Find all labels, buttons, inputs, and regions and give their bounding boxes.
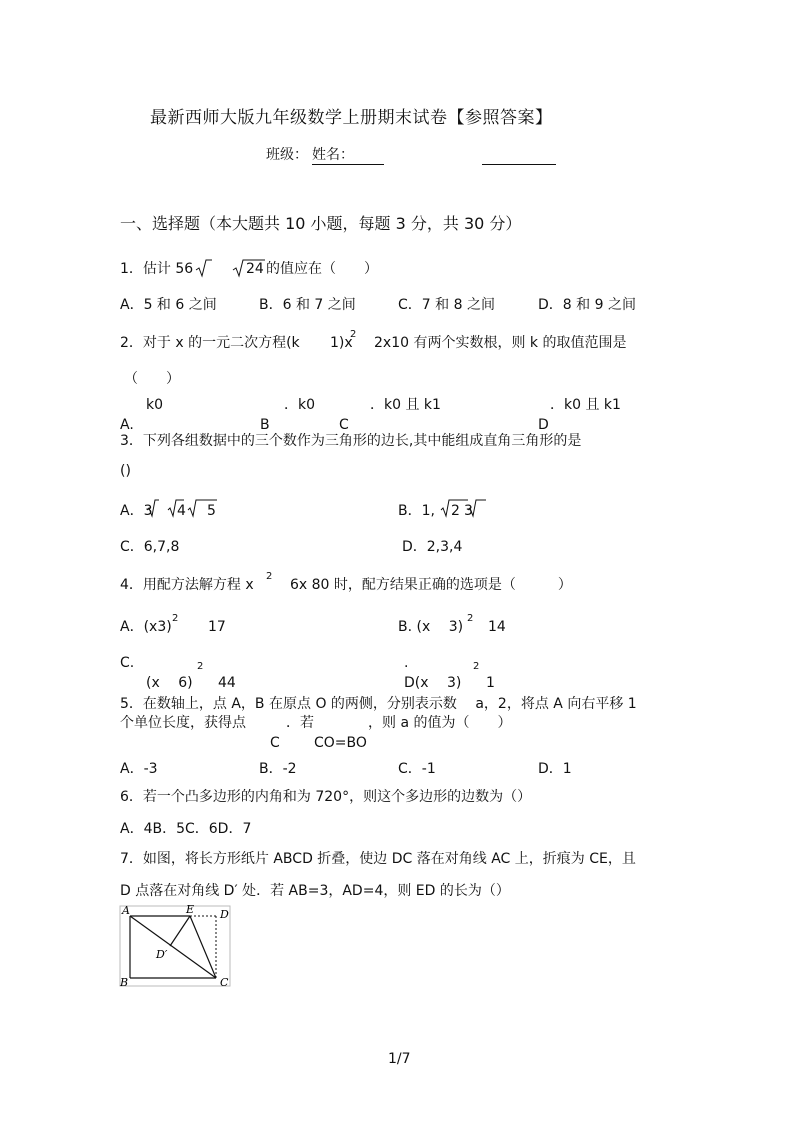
q2-option-a-letter: A.: [120, 417, 134, 433]
q2-option-c-expr: ．k0 且 k1: [370, 397, 441, 413]
rectangle-fold-figure: [118, 904, 238, 988]
q2-option-b-expr: ．k0: [284, 397, 316, 413]
q5-text-line1: 5．在数轴上，点 A，B 在原点 O 的两侧，分别表示数 a，2，将点 A 向右平移 1: [120, 696, 637, 712]
q3-text: 3．下列各组数据中的三个数作为三角形的边长,其中能组成直角三角形的是: [120, 433, 582, 449]
q3-option-b-2: 2: [451, 503, 460, 519]
q2-superscript: 2: [350, 329, 357, 340]
q5-text-line3b: CO=BO: [314, 735, 367, 751]
radical-icon: [146, 498, 160, 518]
q3-option-d: D．2,3,4: [402, 539, 463, 555]
q7-text-line2: D 点落在对角线 D′ 处．若 AB=3，AD=4，则 ED 的长为（）: [120, 883, 510, 899]
class-label: 班级：: [266, 147, 308, 163]
blank-underline: [482, 164, 556, 165]
q5-text-line3a: C: [270, 735, 280, 751]
q3-option-b: B．1,: [398, 503, 435, 519]
q2-text-b: 1)x: [330, 335, 353, 351]
q1-text-c: 的值应在（ ）: [266, 261, 378, 277]
q4-option-c-expr: (x 6): [146, 675, 193, 691]
q4-superscript: 2: [266, 571, 273, 582]
page-number: 1/7: [388, 1051, 411, 1067]
q2-option-a-expr: k0: [146, 397, 164, 413]
q2-option-d-expr: ．k0 且 k1: [550, 397, 621, 413]
q5-text-line2a: 个单位长度，获得点: [120, 715, 246, 731]
label-c: C: [220, 976, 229, 988]
q2-option-c-letter: C: [339, 417, 349, 433]
q1-text-a: 1．估计 56: [120, 261, 194, 277]
q4-option-d-sup: 2: [473, 661, 480, 672]
q5-text-line2b: ．若: [286, 715, 314, 731]
q2-paren: （ ）: [124, 371, 180, 387]
q4-option-d-value: 1: [486, 675, 495, 691]
label-a: A: [122, 904, 130, 917]
q4-option-c-value: 44: [218, 675, 236, 691]
q5-option-b: B．-2: [259, 761, 297, 777]
page-title: 最新西师大版九年级数学上册期末试卷【参照答案】: [150, 108, 553, 128]
q1-option-a: A．5 和 6 之间: [120, 297, 217, 313]
q3-option-a-3: 5: [207, 503, 216, 519]
q3-option-b-3: 3: [464, 503, 473, 519]
q4-option-a: A．(x3): [120, 619, 172, 635]
q4-option-b: B. (x 3): [398, 619, 464, 635]
name-label: 姓名：: [312, 147, 354, 163]
q4-option-d-dot: .: [404, 655, 409, 671]
q1-option-b: B．6 和 7 之间: [259, 297, 356, 313]
q5-option-c: C．-1: [398, 761, 436, 777]
q1-option-d: D．8 和 9 之间: [538, 297, 636, 313]
q3-option-a-2: 4: [177, 503, 186, 519]
q5-option-d: D．1: [538, 761, 572, 777]
q6-options: A．4B．5C．6D．7: [120, 821, 252, 837]
q4-option-a-value: 17: [208, 619, 226, 635]
q3-paren: (): [120, 463, 131, 479]
q2-text-a: 2．对于 x 的一元二次方程(k: [120, 335, 300, 351]
q4-option-b-sup: 2: [467, 613, 474, 624]
radical-icon: [194, 258, 214, 278]
q6-text: 6．若一个凸多边形的内角和为 720°，则这个多边形的边数为（）: [120, 789, 532, 805]
label-e: E: [186, 904, 195, 916]
label-b: B: [120, 976, 129, 988]
q1-option-c: C．7 和 8 之间: [398, 297, 495, 313]
q3-option-a: A．3: [120, 503, 153, 519]
q5-text-line2c: ，则 a 的值为（ ）: [368, 715, 512, 731]
q2-option-d-letter: D: [538, 417, 549, 433]
q4-option-d-expr: D(x 3): [404, 675, 462, 691]
q3-option-c: C．6,7,8: [120, 539, 180, 555]
q4-text-a: 4．用配方法解方程 x: [120, 577, 254, 593]
q5-option-a: A．-3: [120, 761, 158, 777]
q2-option-b-letter: B: [260, 417, 270, 433]
name-underline: [312, 164, 384, 165]
q4-text-b: 6x 80 时，配方结果正确的选项是（ ）: [290, 577, 572, 593]
label-d-prime: D′: [156, 948, 168, 961]
q4-option-a-sup: 2: [172, 613, 179, 624]
label-d: D: [220, 908, 229, 921]
q7-text-line1: 7．如图，将长方形纸片 ABCD 折叠，使边 DC 落在对角线 AC 上，折痕为 CE，且: [120, 851, 636, 867]
q4-option-c-letter: C.: [120, 655, 135, 671]
section-heading: 一、选择题（本大题共 10 小题，每题 3 分，共 30 分）: [120, 214, 522, 233]
q4-option-c-sup: 2: [197, 661, 204, 672]
q4-option-b-value: 14: [488, 619, 506, 635]
q1-text-b: 24: [246, 261, 264, 277]
q2-text-c: 2x10 有两个实数根，则 k 的取值范围是: [374, 335, 627, 351]
